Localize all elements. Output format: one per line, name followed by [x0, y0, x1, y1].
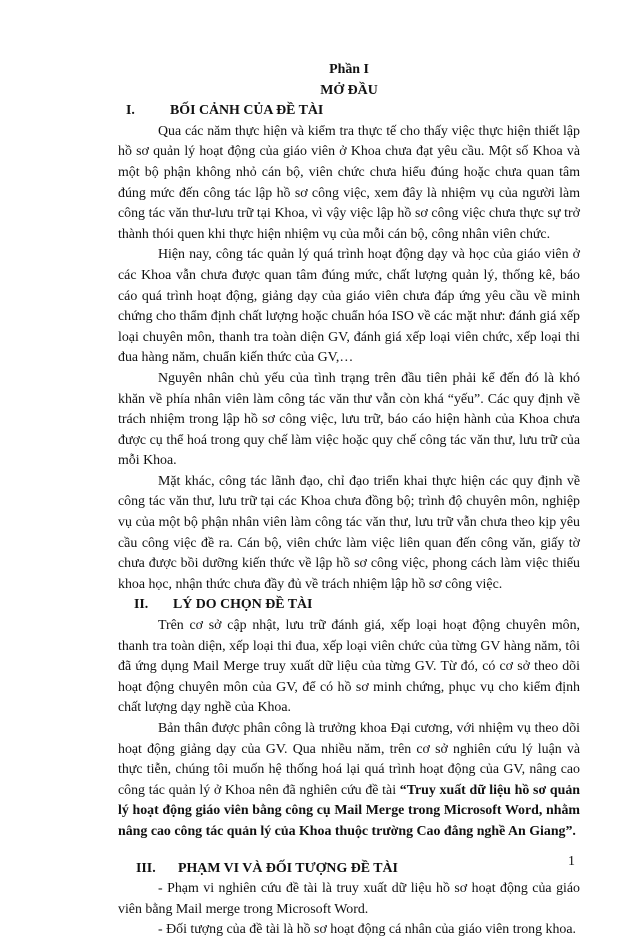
section-1-paragraph-1: Qua các năm thực hiện và kiểm tra thực tế cho thấy việc thực hiện thiết lập hồ sơ quản lý hoạt động của giáo viên ở Khoa chưa đạt yêu cầu. Một số Khoa và một bộ phận không nhỏ cán bộ, viên chức chưa hiểu đúng hoặc chưa quan tâm đúng mức đến công tác lập hồ sơ công việc, xem đây là nhiệm vụ của người làm công tác văn thư-lưu trữ tại Khoa, vì vậy việc lập hồ sơ công việc chưa thực sự trở thành thói quen khi thực hiện nhiệm vụ của mỗi cán bộ, công nhân viên chức. — [118, 123, 580, 242]
section-1-heading — [118, 101, 580, 122]
section-3-paragraph-2: - Đối tượng của đề tài là hồ sơ hoạt động cá nhân của giáo viên trong khoa. — [158, 922, 576, 938]
part-title: MỞ ĐẦU — [320, 82, 378, 98]
section-1-title: BỐI CẢNH CỦA ĐỀ TÀI — [170, 103, 324, 119]
section-1-number: I. — [126, 103, 135, 119]
page-content — [118, 60, 580, 941]
section-2-paragraph-2 — [118, 719, 580, 843]
section-3-title: PHẠM VI VÀ ĐỐI TƯỢNG ĐỀ TÀI — [178, 860, 398, 876]
section-1-paragraph-2: Hiện nay, công tác quản lý quá trình hoạt động dạy và học của giáo viên ở các Khoa vẫn chưa được quan tâm đúng mức, chất lượng quản lý, thống kê, báo cáo quá trình hoạt động, giảng dạy của giáo viên chưa đáp ứng yêu cầu về minh chứng cho thẩm định chất lượng hoặc chuẩn hóa ISO về các mặt như: đánh giá xếp loại chuyên môn, thanh tra toàn diện GV, đánh giá xếp loại viên chức, xếp loại thi đua hàng năm, chuẩn kiến thức của GV,… — [118, 247, 580, 366]
project-title: “Truy xuất dữ liệu hồ sơ quản lý hoạt động giáo viên bằng công cụ Mail Merge trong Microsoft Word, nhằm nâng cao công tác quản lý của Khoa thuộc trường Cao đẳng nghề An Giang”. — [118, 782, 580, 839]
section-2-paragraph-2-text: Bản thân được phân công là trưởng khoa Đại cương, với nhiệm vụ theo dõi hoạt động giảng dạy của GV. Qua nhiều năm, trên cơ sở nghiên cứu lý luận và thực tiễn, chúng tôi muốn hệ thống hoá lại quá trình hoạt động của GV, nâng cao công tác quản lý ở Khoa nên đã nghiên cứu đề tài — [118, 721, 580, 798]
section-3-heading — [118, 859, 580, 880]
section-1-paragraph-4: Mặt khác, công tác lãnh đạo, chỉ đạo triển khai thực hiện các quy định về công tác văn thư, lưu trữ tại các Khoa chưa đồng bộ; trình độ chuyên môn, nghiệp vụ của một bộ phận nhân viên làm công tác văn thư, lưu trữ vẫn chưa theo kịp yêu cầu công việc đề ra. Cán bộ, viên chức làm việc liên quan đến công văn, giấy tờ chưa được bồi dưỡng kiến thức về lập hồ sơ công việc, phong cách làm việc thiếu khoa học, nhận thức chưa đầy đủ về trách nhiệm lập hồ sơ công việc. — [118, 473, 580, 592]
section-3-paragraph-1: - Phạm vi nghiên cứu đề tài là truy xuất dữ liệu hồ sơ hoạt động của giáo viên bằng Mail merge trong Microsoft Word. — [118, 881, 580, 917]
section-2-paragraph-1: Trên cơ sở cập nhật, lưu trữ đánh giá, xếp loại hoạt động chuyên môn, thanh tra toàn diện, xếp loại thi đua, xếp loại viên chức của từng GV hàng năm, tôi đã ứng dụng Mail Merge truy xuất dữ liệu của từng GV. Từ đó, có cơ sở theo dõi hoạt động chuyên môn của GV, để có hồ sơ minh chứng, phục vụ cho kiểm định chất lượng dạy nghề của Khoa. — [118, 618, 580, 716]
section-3-number: III. — [136, 860, 156, 876]
part-label: Phần I — [329, 62, 369, 77]
section-gap — [118, 843, 580, 859]
section-1-paragraph-3: Nguyên nhân chủ yếu của tình trạng trên đầu tiên phải kể đến đó là khó khăn về phía nhân viên làm công tác văn thư vẫn còn khá “yếu”. Các quy định về trách nhiệm trong lập hồ sơ công việc, lưu trữ, báo cáo hiện hành của Khoa chưa được cụ thể hoá trong quy chế làm việc hoặc quy chế công tác văn thư, lưu trữ của mỗi Khoa. — [118, 370, 580, 469]
section-2-heading — [118, 595, 580, 616]
page-number: 1 — [568, 854, 575, 869]
section-2-number: II. — [134, 597, 149, 613]
section-2-title: LÝ DO CHỌN ĐỀ TÀI — [173, 597, 313, 613]
